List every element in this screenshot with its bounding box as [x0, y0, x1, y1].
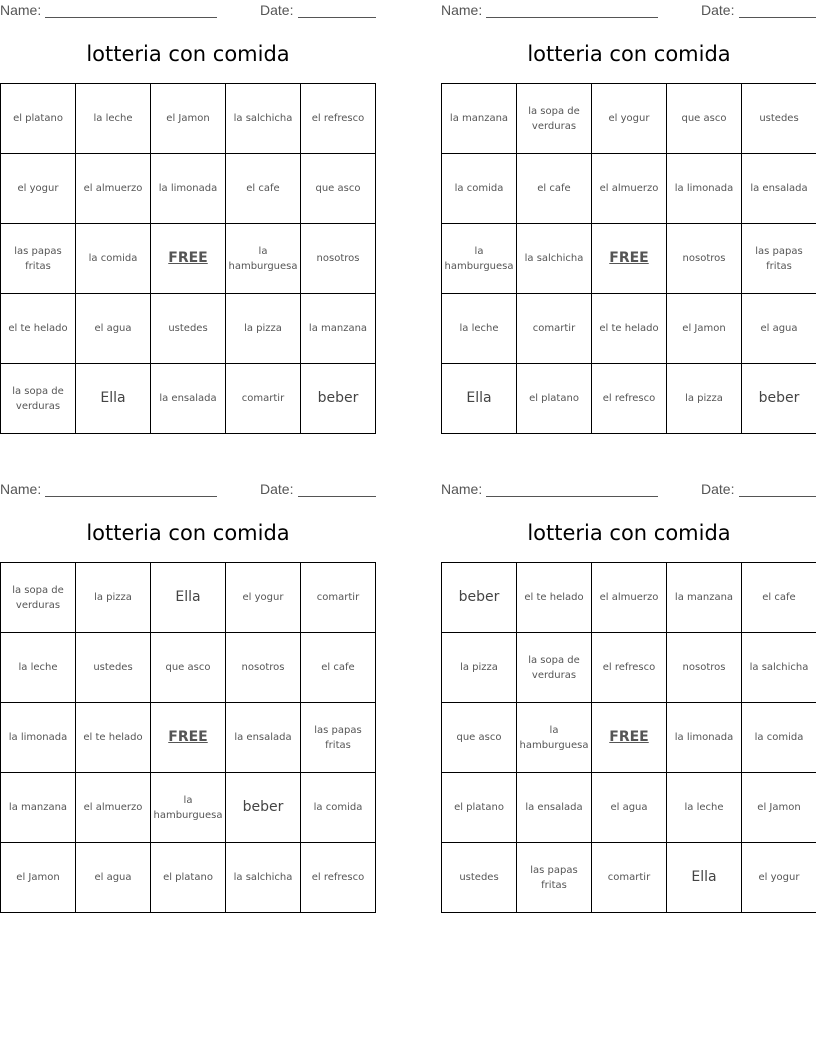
bingo-cell: la comida	[301, 773, 375, 842]
bingo-cell: el almuerzo	[592, 154, 666, 223]
bingo-cell: la manzana	[301, 294, 375, 363]
bingo-cell: el platano	[517, 364, 591, 433]
bingo-cell: la sopa de verduras	[517, 633, 591, 702]
bingo-cell: ustedes	[742, 84, 816, 153]
bingo-cell: beber	[301, 364, 375, 433]
date-blank-line	[739, 481, 816, 497]
bingo-cell: la salchicha	[226, 843, 300, 912]
bingo-cell: el refresco	[592, 633, 666, 702]
bingo-cell: el te helado	[592, 294, 666, 363]
bingo-grid	[0, 562, 376, 913]
bingo-cell: el refresco	[301, 843, 375, 912]
bingo-cell: el cafe	[517, 154, 591, 223]
bingo-card-3	[0, 479, 376, 913]
bingo-cell: la pizza	[76, 563, 150, 632]
date-blank-line	[298, 481, 376, 497]
card-header	[0, 481, 376, 499]
bingo-cell: ustedes	[76, 633, 150, 702]
bingo-cell: la pizza	[442, 633, 516, 702]
bingo-cell: que asco	[151, 633, 225, 702]
bingo-cell: la sopa de verduras	[1, 364, 75, 433]
bingo-cell: la hamburguesa	[517, 703, 591, 772]
bingo-cell: la manzana	[1, 773, 75, 842]
bingo-cell: la leche	[442, 294, 516, 363]
bingo-cell: el yogur	[226, 563, 300, 632]
bingo-cell: que asco	[442, 703, 516, 772]
bingo-cell: la comida	[76, 224, 150, 293]
bingo-cell: el cafe	[742, 563, 816, 632]
bingo-cell: el cafe	[301, 633, 375, 702]
bingo-cell: la salchicha	[517, 224, 591, 293]
card-title: lotteria con comida	[86, 42, 290, 66]
card-title: lotteria con comida	[527, 521, 731, 545]
bingo-cell: la ensalada	[517, 773, 591, 842]
bingo-cell: las papas fritas	[517, 843, 591, 912]
bingo-cell: el agua	[742, 294, 816, 363]
bingo-cell: comartir	[226, 364, 300, 433]
bingo-cell: la hamburguesa	[151, 773, 225, 842]
card-header	[0, 2, 376, 20]
bingo-cell: la pizza	[226, 294, 300, 363]
bingo-cell: nosotros	[667, 224, 741, 293]
bingo-cell: el yogur	[742, 843, 816, 912]
bingo-cell: la manzana	[442, 84, 516, 153]
bingo-cell: el cafe	[226, 154, 300, 223]
bingo-cell: el almuerzo	[76, 773, 150, 842]
bingo-cell: Ella	[151, 563, 225, 632]
bingo-cell: el te helado	[517, 563, 591, 632]
bingo-cell: la limonada	[1, 703, 75, 772]
bingo-cell: la limonada	[667, 154, 741, 223]
name-label: Name:	[441, 481, 483, 497]
bingo-cell: nosotros	[667, 633, 741, 702]
bingo-cell: que asco	[667, 84, 741, 153]
bingo-grid	[441, 83, 816, 434]
bingo-grid	[441, 562, 816, 913]
date-blank-line	[739, 2, 816, 18]
bingo-cell: nosotros	[226, 633, 300, 702]
bingo-cell: el almuerzo	[76, 154, 150, 223]
card-title: lotteria con comida	[527, 42, 731, 66]
bingo-cell: la pizza	[667, 364, 741, 433]
name-blank-line	[486, 2, 658, 18]
bingo-cell: el platano	[1, 84, 75, 153]
bingo-cell: la comida	[442, 154, 516, 223]
name-blank-line	[45, 2, 217, 18]
bingo-cell: el yogur	[1, 154, 75, 223]
bingo-cell: el yogur	[592, 84, 666, 153]
free-space-cell: FREE	[592, 703, 666, 772]
bingo-cell: el Jamon	[1, 843, 75, 912]
bingo-cell: la ensalada	[742, 154, 816, 223]
bingo-cell: beber	[742, 364, 816, 433]
bingo-cell: comartir	[517, 294, 591, 363]
bingo-cell: la limonada	[151, 154, 225, 223]
card-header	[441, 2, 816, 20]
bingo-cell: la hamburguesa	[226, 224, 300, 293]
bingo-cell: el refresco	[301, 84, 375, 153]
bingo-cell: la salchicha	[226, 84, 300, 153]
bingo-cell: la ensalada	[151, 364, 225, 433]
bingo-cell: Ella	[442, 364, 516, 433]
bingo-cell: la hamburguesa	[442, 224, 516, 293]
free-space-cell: FREE	[151, 703, 225, 772]
bingo-cell: Ella	[667, 843, 741, 912]
bingo-cell: el almuerzo	[592, 563, 666, 632]
name-label: Name:	[0, 2, 42, 18]
bingo-cell: la sopa de verduras	[517, 84, 591, 153]
bingo-card-1	[0, 0, 376, 434]
bingo-cell: la leche	[76, 84, 150, 153]
date-label: Date:	[260, 2, 294, 18]
name-blank-line	[486, 481, 658, 497]
bingo-cell: el Jamon	[667, 294, 741, 363]
bingo-cell: beber	[226, 773, 300, 842]
bingo-cell: la manzana	[667, 563, 741, 632]
date-label: Date:	[701, 481, 735, 497]
free-space-cell: FREE	[592, 224, 666, 293]
bingo-cell: el refresco	[592, 364, 666, 433]
bingo-cell: ustedes	[442, 843, 516, 912]
card-title: lotteria con comida	[86, 521, 290, 545]
bingo-cell: el te helado	[1, 294, 75, 363]
bingo-cell: la sopa de verduras	[1, 563, 75, 632]
bingo-cell: la limonada	[667, 703, 741, 772]
bingo-cell: ustedes	[151, 294, 225, 363]
bingo-cell: comartir	[592, 843, 666, 912]
free-space-cell: FREE	[151, 224, 225, 293]
bingo-cell: las papas fritas	[1, 224, 75, 293]
bingo-cell: el te helado	[76, 703, 150, 772]
bingo-cell: el agua	[76, 294, 150, 363]
date-label: Date:	[260, 481, 294, 497]
bingo-cell: la ensalada	[226, 703, 300, 772]
name-blank-line	[45, 481, 217, 497]
bingo-cell: el agua	[592, 773, 666, 842]
bingo-card-4	[441, 479, 816, 913]
bingo-cell: el platano	[151, 843, 225, 912]
bingo-cell: beber	[442, 563, 516, 632]
bingo-cell: la salchicha	[742, 633, 816, 702]
card-header	[441, 481, 816, 499]
bingo-cell: comartir	[301, 563, 375, 632]
name-label: Name:	[0, 481, 42, 497]
bingo-cell: el agua	[76, 843, 150, 912]
bingo-card-2	[441, 0, 816, 434]
bingo-cell: Ella	[76, 364, 150, 433]
bingo-cell: la comida	[742, 703, 816, 772]
bingo-cell: que asco	[301, 154, 375, 223]
date-label: Date:	[701, 2, 735, 18]
bingo-cell: las papas fritas	[742, 224, 816, 293]
bingo-grid	[0, 83, 376, 434]
bingo-cell: la leche	[1, 633, 75, 702]
date-blank-line	[298, 2, 376, 18]
name-label: Name:	[441, 2, 483, 18]
bingo-cell: nosotros	[301, 224, 375, 293]
bingo-cell: el Jamon	[151, 84, 225, 153]
bingo-cell: las papas fritas	[301, 703, 375, 772]
bingo-cell: la leche	[667, 773, 741, 842]
bingo-cell: el platano	[442, 773, 516, 842]
bingo-cell: el Jamon	[742, 773, 816, 842]
